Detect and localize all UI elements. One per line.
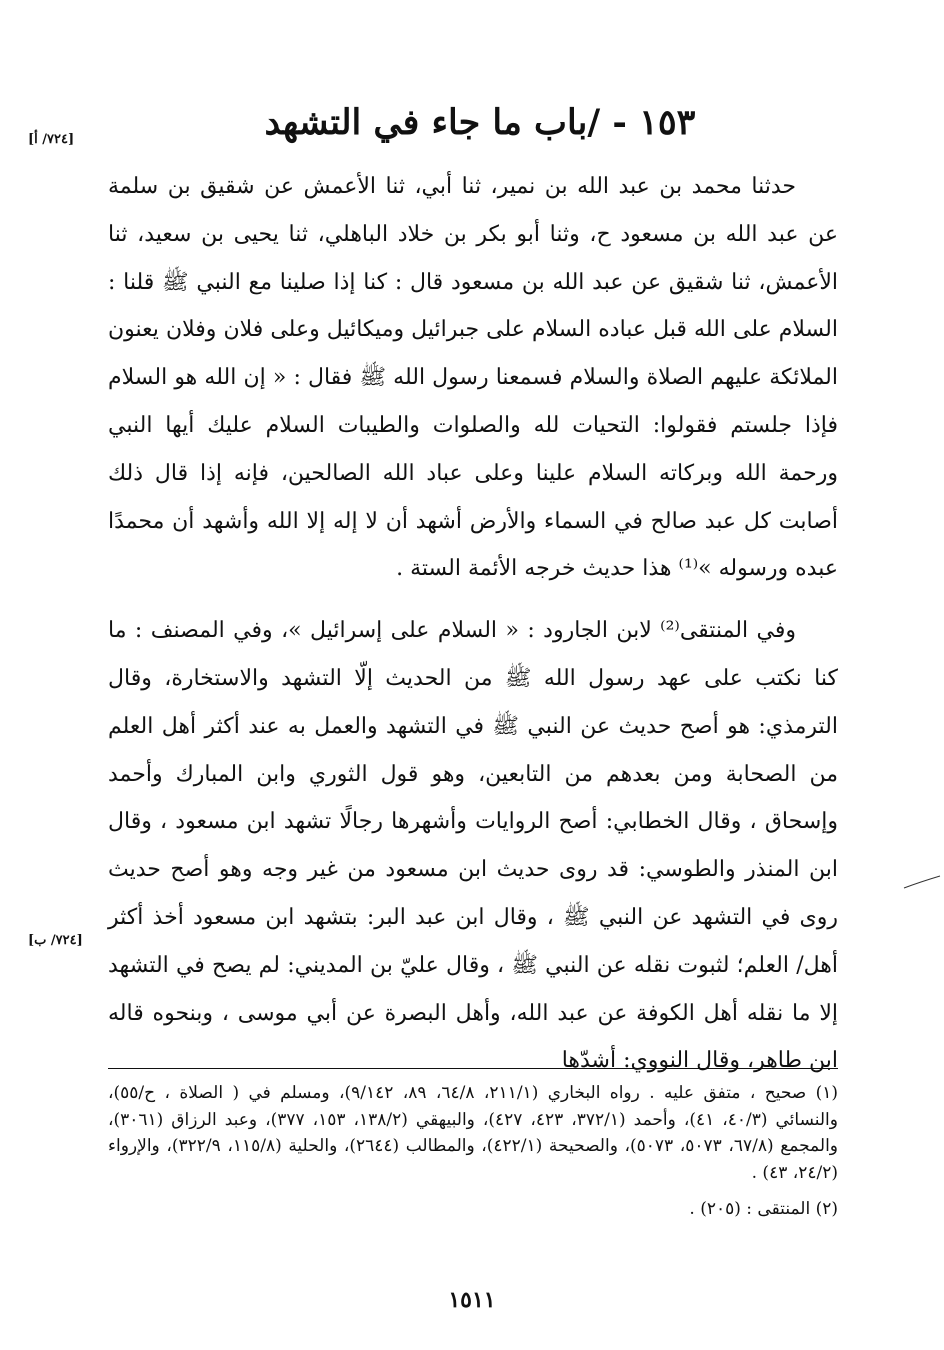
chapter-title: ١٥٣ - /باب ما جاء في التشهد [264, 102, 696, 143]
hadith-paragraph: حدثنا محمد بن عبد الله بن نمير، ثنا أبي، ثنا الأعمش عن شقيق بن سلمة عن عبد الله بن مسعود ح، وثنا أبو بكر بن خلاد الباهلي، ثنا يحيى بن سعيد، ثنا الأعمش، ثنا شقيق عن عبد الله بن مسعود قال : كنا إذا صلينا مع النبي ﷺ قلنا : السلام على الله قبل عباده السلام على جبرائيل وميكائيل وعلى فلان وفلان يعنون الملائكة عليهم الصلاة والسلام فسمعنا رسول الله ﷺ فقال : « إن الله هو السلام فإذا جلستم فقولوا: التحيات لله والصلوات والطيبات السلام عليك أيها النبي ورحمة الله وبركاته السلام علينا وعلى عباد الله الصالحين، فإنه إذا قال ذلك أصابت كل عبد صالح في السماء والأرض أشهد أن لا إله إلا الله وأشهد أن محمدًا عبده ورسوله »⁽¹⁾ هذا حديث خرجه الأئمة الستة . [108, 174, 838, 582]
footnotes [108, 1080, 838, 1223]
footnote: (١) صحيح ، متفق عليه . رواه البخاري (٢١١/١، ٦٤/٨، ٨٩، ٩/١٤٢)، ومسلم في ( الصلاة ، ح/٥٥)، والنسائي (٤٠/٣، ٤١)، وأحمد (٣٧٢/١، ٤٢٣، ٤٢٧)، والبيهقي (١٣٨/٢، ١٥٣، ٣٧٧)، وعبد الرزاق (٣٠٦١)، والمجمع (٦٧/٨، ٥٠٧٣، ٥٠٧٣)، والصحيحة (٤٢٢/١)، والمطالب (٢٦٤٤)، والحلية (١١٥/٨، ٣٢٢/٩)، والإرواء (٢٤/٢، ٤٣) . [108, 1083, 839, 1183]
footnote: (٢) المنتقى : (٢٠٥) . [689, 1199, 838, 1219]
scan-pen-mark [902, 872, 942, 892]
manuscript-folio-note: [٧٢٤/ ب] [28, 933, 83, 948]
commentary-paragraph: وفي المنتقى⁽²⁾ لابن الجارود : « السلام على إسرائيل »، وفي المصنف : ما كنا نكتب على عهد رسول الله ﷺ من الحديث إلّا التشهد والاستخارة، وقال الترمذي: هو أصح حديث عن النبي ﷺ في التشهد والعمل به عند أكثر أهل العلم من الصحابة ومن بعدهم من التابعين، وهو قول الثوري وابن المبارك وأحمد وإسحاق ، وقال الخطابي: أصح الروايات وأشهرها رجالًا تشهد ابن مسعود ، وقال ابن المنذر والطوسي: قد روى حديث ابن مسعود من غير وجه وهو أصح حديث روى في التشهد عن النبي ﷺ ، وقال ابن عبد البر: بتشهد ابن مسعود أخذ أكثر أهل/ العلم؛ لثبوت نقله عن النبي ﷺ ، وقال عليّ بن المديني: لم يصح في التشهد إلا ما نقله أهل الكوفة عن عبد الله، وأهل البصرة عن أبي موسى ، وبنحوه قاله ابن طاهر، وقال النووي: أشدّها [108, 618, 838, 1074]
main-text [108, 163, 838, 1085]
footnote-separator [108, 1068, 838, 1069]
page-number: ١٥١١ [448, 1287, 496, 1313]
manuscript-folio-note: [٧٢٤/ أ] [28, 132, 75, 147]
